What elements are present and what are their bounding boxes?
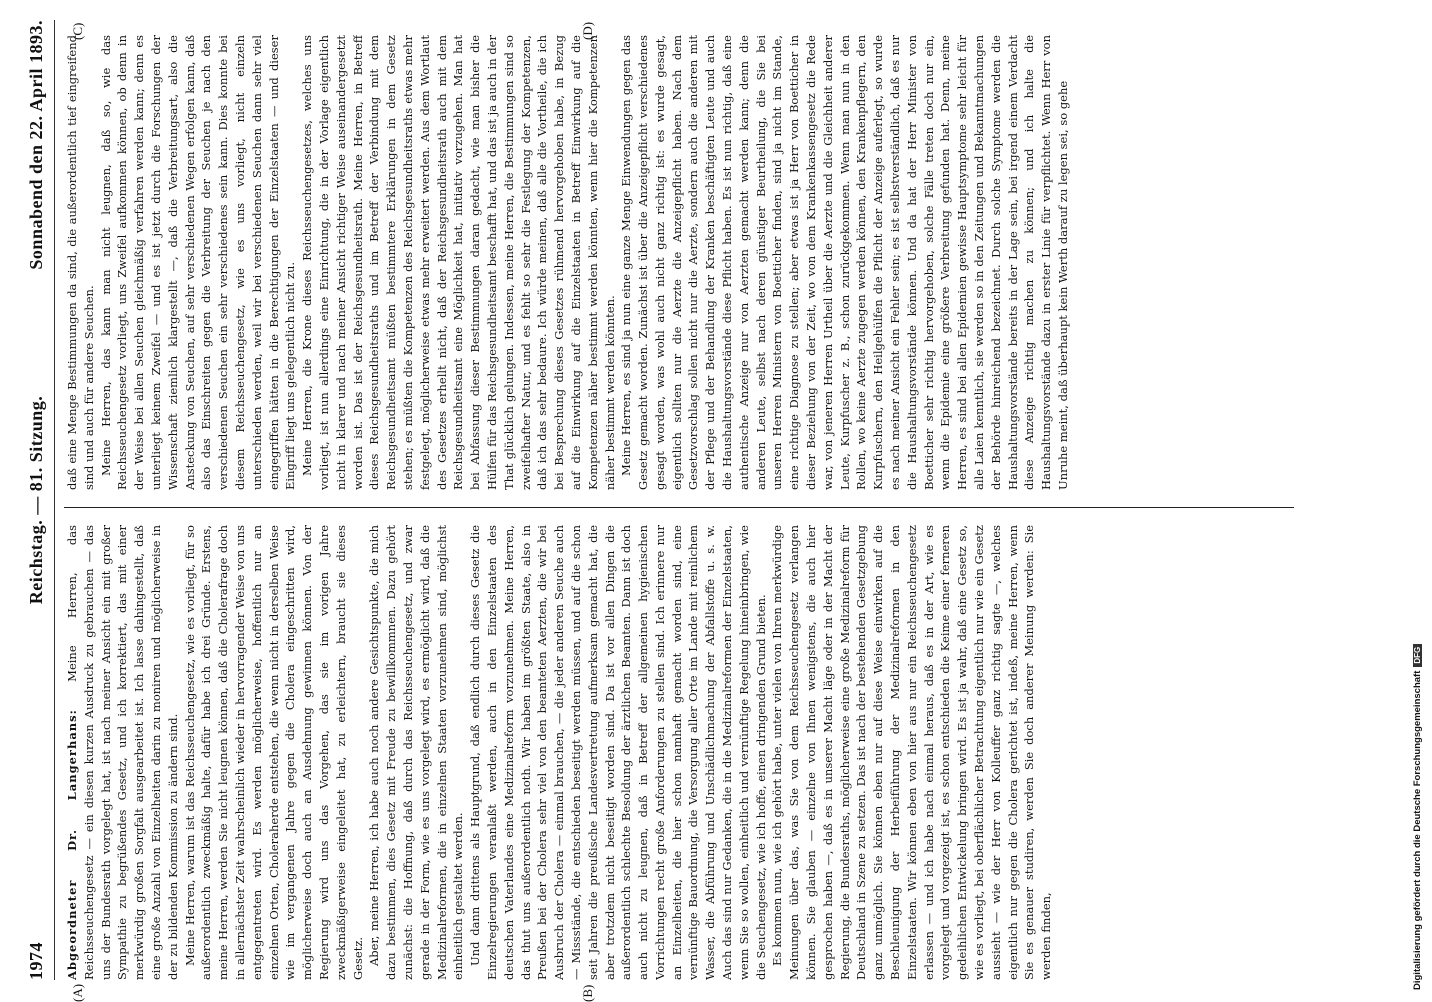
paragraph: Es kommen nun, wie ich gehört habe, unter vielen von Ihren merkwürdige Meinungen über das, was Sie von dem Reichsseuchengesetz verlangen können. Sie glauben — einzelne von Ihnen wenigstens, die auch hier gesprochen haben —, daß es in unserer Macht läge oder in der Macht der Regierung, die Bundesraths, möglicherweise eine große Medizinalreform für Deutschland in Szene zu setzen. Das ist nach der bestehenden Gesetzgebung ganz unmöglich. Sie können eben nur auf diese Weise einwirken auf die Beschleunigung der Herbeiführung der Medizinalreformen in den Einzelstaaten. Wir können eben von hier aus nur ein Reichsseuchengesetz erlassen — und ich habe nach einmal heraus, daß es in der Art, wie es vorgelegt und vorgezeigt ist, es schon entschieden die Keime einer ferneren gedeihlichen Entwickelung bringen wird. Es ist ja wahr, daß eine Gesetz so, wie es vorliegt, bei oberflächlicher Betrachtung eigentlich nur wie ein Gesetz aussieht — wie der Herr von Kolleuffer ganz richtig sagte —, welches eigentlich nur gegen die Cholera gerichtet ist, indeß, meine Herren, wenn Sie es genauer studiren, werden Sie doch anderer Meinung werden: Sie werden finden, bbox=[770, 525, 1054, 980]
rotated-page-content bbox=[20, 20, 1360, 1002]
margin-marker-d: (D) bbox=[580, 21, 595, 40]
right-column bbox=[64, 35, 1304, 490]
paragraph: Aber, meine Herren, ich habe auch noch andere Gesichtspunkte, die mich dazu bestimmen, dies Gesetz mit Freude zu bewillkommnen. Dazu gehört zunächst: die Hoffnung, daß durch das Reichsseuchengesetz, und zwar gerade in der Form, wie es uns vorgelegt wird, es ermöglicht wird, daß die Medizinalreformen, die in einzelnen Staaten vorzunehmen sind, möglichst einheitlich gestaltet werden. bbox=[367, 525, 466, 980]
dfg-logo: DFG bbox=[1413, 644, 1422, 667]
speaker-name: Abgeordneter Dr. Langerhans: bbox=[65, 709, 79, 980]
paragraph: Meine Herren, das kann man nicht leugnen, daß so, wie das Reichsseuchengesetz vorliegt, uns Zweifel aufkommen können, ob denn in der Weise bei allen Seuchen gleichmäßig verfahren werden kann; denn es unterliegt keinem Zweifel — und es ist jetzt durch die Forschungen der Wissenschaft ziemlich klargestellt —, daß die Verbreitungsart, also die Ansteckung von Seuchen, auf sehr verschiedenen Wegen erfolgen kann, daß also das Einschreiten gegen die Verbreitung der Seuchen je nach den verschiedenen Seuchen ein sehr verschiedenes sein kann. Dies konnte bei diesem Reichsseuchengesetz, wie es uns vorliegt, nicht einzeln unterschieden werden, weil wir bei verschiedenen Seuchen dann sehr viel eingegriffen hätten in die Berechtigungen der Einzelstaaten — und dieser Eingriff liegt uns gelegentlich nicht zu. bbox=[98, 35, 298, 490]
margin-marker-a: (A) bbox=[70, 983, 85, 1002]
margin-marker-c: (C) bbox=[70, 22, 85, 40]
digitization-credit bbox=[1412, 10, 1423, 990]
column-divider bbox=[64, 507, 1294, 508]
paragraph: Meine Herren, die Krone dieses Reichsseuchengesetzes, welches uns vorliegt, ist nun allerdings eine Einrichtung, die in der Vorlage eigentlich nicht in klarer und nach meiner Ansicht richtiger Weise auseinandergesetzt worden ist. Das ist der Reichsgesundheitsrath. Meine Herren, in Betreff dieses Reichsgesundheitsraths und im Betreff der Verbindung mit dem Reichsgesundheitsamt müßten bestimmtere Erklärungen in dem Gesetz stehen; es müßten die Kompetenzen des Reichsgesundheitsraths etwas mehr festgelegt, möglicherweise etwas mehr erweitert werden. Aus dem Wortlaut des Gesetzes erhellt nicht, daß der Reichsgesundheitsrath auch mit dem Reichsgesundheitsamt eine Möglichkeit hat, initiativ vorzugehen. Man hat bei Abfassung dieser Bestimmungen daran gedacht, wie man bisher die Hülfen für das Reichsgesundheitsamt beschafft hat, und das ist ja auch in der That glücklich gelungen. Indessen, meine Herren, die Bestimmungen sind so zweifelhafter Natur, und es fehlt so sehr die Festlegung der Kompetenzen, daß ich das sehr bedaure. Ich würde meinen, daß alle die Vortheile, die ich bei Besprechung dieses Gesetzes rühmend hervorgehoben habe, in Bezug auf die Einwirkung auf die Einzelstaaten in Betreff Einwirkung auf die Kompetenzen näher bestimmt werden könnten, wenn hier die Kompetenzen näher bestimmt werden könnten. bbox=[300, 35, 617, 490]
paragraph: daß eine Menge Bestimmungen da sind, die außerordentlich tief eingreifend sind und auch für andere Seuchen. bbox=[65, 35, 96, 490]
page-date: Sonnabend den 22. April 1893. bbox=[26, 20, 46, 270]
paragraph: Meine Herren, es sind ja nun eine ganze Menge Einwendungen gegen das Gesetz gemacht worden. Zunächst ist über die Anzeigepflicht verschiedenes gesagt worden, was wohl auch nicht ganz richtig ist: es wurde gesagt, eigentlich sollten nur die Aerzte die Anzeigepflicht haben. Nach dem Gesetzvorschlag sollen nicht nur die Aerzte, sondern auch die anderen mit der Pflege und der Behandlung der Kranken beschäftigten Leute und auch die Haushaltungsvorstände diese Pflicht haben. Es ist nun richtig, daß eine authentische Anzeige nur von Aerzten gemacht werden kann; denn die anderen Leute, selbst nach deren günstiger Beurtheilung, die Sie bei unseren Herren Ministern von Boetticher finden, sind ja nicht im Stande, eine richtige Diagnose zu stellen; aber etwas ist ja Herr von Boetticher in dieser Beziehung von der Zeit, wo von dem Krankenkassengesetz die Rede war, von jeneren Herren Urtheil über die Aerzte und die Gleichheit anderer Leute, Kurpfuscher z. B., schon zurückgekommen. Wenn man nun in den Rollen, wo keine Aerzte zugegen werden können, den Krankenpflegern, den Kurpfuschern, den Heilgehülfen die Pflicht der Anzeige auferlegt, so wurde es nach meiner Ansicht ein Fehler sein; es ist selbstverständlich, daß es nur die Haushaltungsvorstände können. Und da hat der Herr Minister von Boetticher sehr richtig hervorgehoben, solche Fälle treten doch nur ein, wenn die Epidemie eine größere Verbreitung gefunden hat. Denn, meine Herren, es sind bei allen Epidemien gewisse Hauptsymptome sehr leicht für alle Laien kenntlich, sie werden so in den Zeitungen und Bekanntmachungen der Behörde hinreichend bezeichnet. Durch solche Symptome werden die Haushaltungsvorstände bereits in der Lage sein, bei irgend einem Verdacht diese Anzeige richtig machen zu können; und ich halte die Haushaltungsvorstände dazu in erster Linie für verpflichtet. Wenn Herr von Unruhe meint, daß überhaupt kein Werth darauf zu legen sei, so gehe bbox=[619, 35, 1071, 490]
paragraph: Und dann drittens als Hauptgrund, daß endlich durch dieses Gesetz die Einzelregierungen veranlaßt werden, auch in den Einzelstaaten des deutschen Vaterlandes eine Medizinalreform vorzunehmen. Meine Herren, das thut uns außerordentlich noth. Wir haben im größten Staate, also in Preußen bei der Cholera sehr viel von den beamteten Aerzten, die wir bei Ausbruch der Cholera — einmal brauchen, — die jeder anderen Seuche auch — Missstände, die entschieden beseitigt werden müssen, und auf die schon seit Jahren die preußische Landesvertretung aufmerksam gemacht hat, die aber trotzdem nicht beseitigt worden sind. Da ist vor allen Dingen die außerordentlich schlechte Besoldung der ärztlichen Beamten. Dann ist doch auch nicht zu leugnen, daß in Betreff der allgemeinen hygienischen Vorrichtungen recht große Anforderungen zu stellen sind. Ich erinnere nur an Einzelheiten, die hier schon namhaft gemacht worden sind, eine vernünftige Bauordnung, die Versorgung aller Orte im Lande mit reinlichem Wasser, die Abführung und Unschädlichmachung der Abfallstoffe u. s. w. Auch das sind nur Gedanken, die in die Medizinalreformen der Einzelstaaten, wenn Sie so wollen, einheitlich und vernünftige Regelung hineinbringen, wie die Seuchengesetz, wie ich hoffe, einen dringenden Grund bieten. bbox=[468, 525, 768, 980]
page-title: Reichstag. — 81. Sitzung. bbox=[26, 395, 46, 605]
page-number: 1974 bbox=[26, 942, 46, 980]
header-rule bbox=[54, 20, 55, 980]
margin-marker-b: (B) bbox=[580, 984, 595, 1002]
paragraph-text: Meine Herren, das Reichsseuchengesetz — ein diesen kurzen Ausdruck zu gebrauchen — das uns der Bundesrath vorgelegt hat, ist nach meiner Ansicht ein mit großer Sympathie zu begrüßendes Gesetz, und ich korrektiert, das mit einer merkwürdig großen Sorgfalt ausgearbeitet ist. Ich lasse dahingestellt, daß eine große Anzahl von Einzelheiten darin zu moniren und möglicherweise in der zu bildenden Kommission zu ändern sind. bbox=[65, 525, 180, 980]
credit-text: Digitalisierung gefördert durch die Deutsche Forschungsgemeinschaft bbox=[1412, 670, 1423, 990]
paragraph bbox=[64, 525, 182, 980]
paragraph: Meine Herren, warum ist das Reichsseuchengesetz, wie es vorliegt, für so außerordentlich zweckmäßig halte, dafür habe ich drei Gründe. Erstens, meine Herren, werden Sie nicht leugnen können, daß die Cholerafrage doch in allernächster Zeit wahrscheinlich wieder in hervorragender Weise von uns entgegentreten wird. Es werden möglicherweise, hoffentlich nur an einzelnen Orten, Choleraherde entstehen, die wenn nicht in derselben Weise wie im vergangenen Jahre gegen die Cholera eingeschritten wird, möglicherweise doch auch an Ausdehnung gewinnen können. Von der Regierung wird uns das Vorgehen, das sie im vorigen Jahre zweckmäßigerweise eingeleitet hat, zu erleichtern, braucht sie dieses Gesetz. bbox=[182, 525, 365, 980]
left-column bbox=[64, 525, 1304, 980]
